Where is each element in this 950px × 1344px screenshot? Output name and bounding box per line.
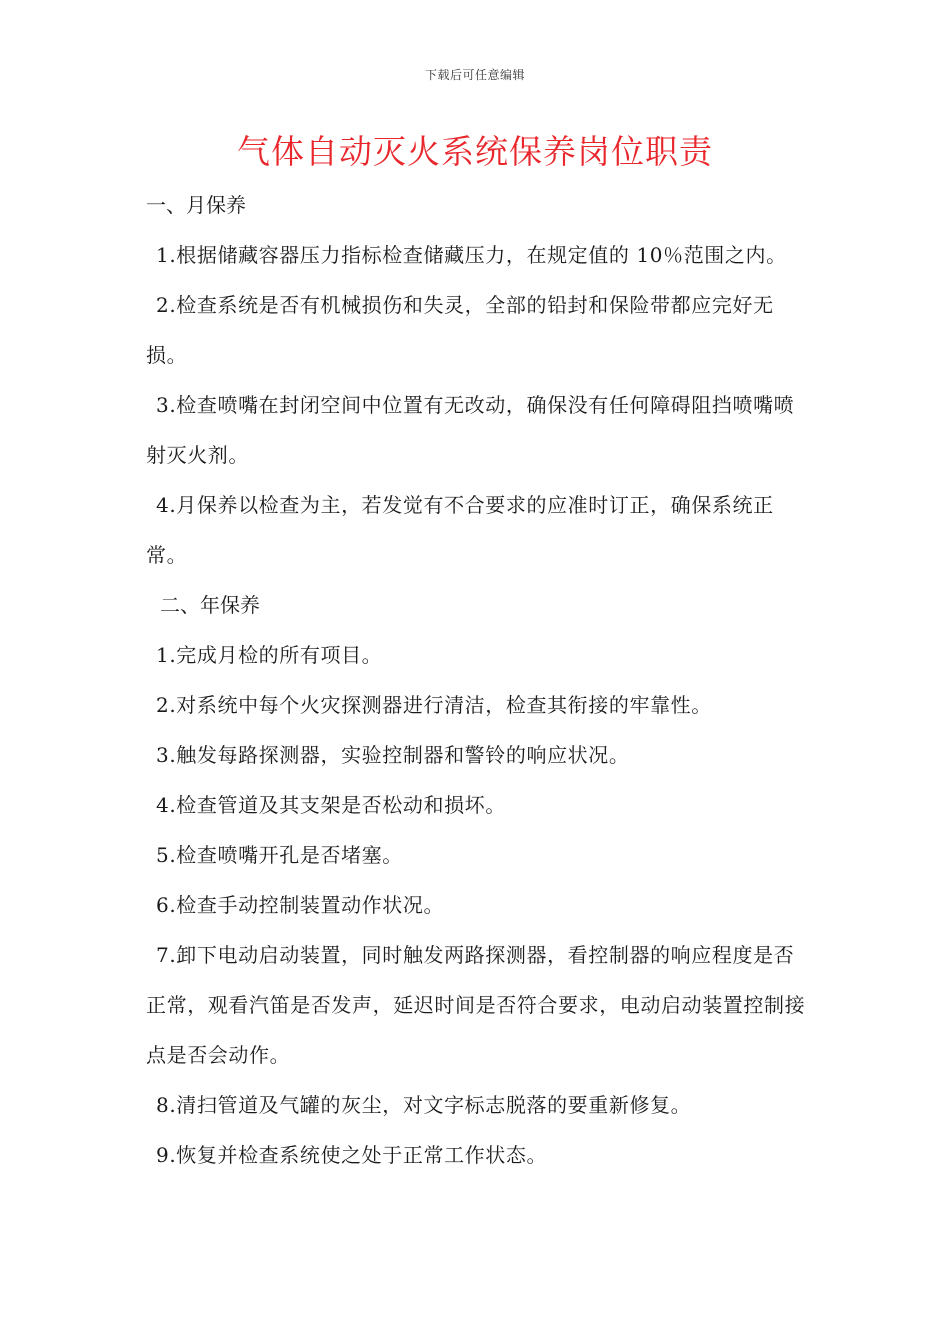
list-item: 1.根据储藏容器压力指标检查储藏压力，在规定值的 10％范围之内。 [156, 243, 787, 267]
list-item: 5.检查喷嘴开孔是否堵塞。 [156, 843, 403, 867]
list-item: 4.检查管道及其支架是否松动和损坏。 [156, 793, 506, 817]
section-heading-yearly: 二、年保养 [160, 593, 260, 617]
list-item: 4.月保养以检查为主，若发觉有不合要求的应准时订正，确保系统正常。 [146, 493, 774, 567]
list-item: 2.对系统中每个火灾探测器进行清洁，检查其衔接的牢靠性。 [156, 693, 712, 717]
list-item: 8.清扫管道及气罐的灰尘，对文字标志脱落的要重新修复。 [156, 1093, 692, 1117]
header-note: 下载后可任意编辑 [424, 68, 525, 82]
document-body [146, 180, 810, 1180]
document-title: 气体自动灭火系统保养岗位职责 [237, 132, 713, 171]
list-item: 2.检查系统是否有机械损伤和失灵，全部的铅封和保险带都应完好无损。 [146, 293, 774, 367]
list-item: 3.检查喷嘴在封闭空间中位置有无改动，确保没有任何障碍阻挡喷嘴喷射灭火剂。 [146, 393, 795, 467]
list-item: 1.完成月检的所有项目。 [156, 643, 383, 667]
list-item: 7.卸下电动启动装置，同时触发两路探测器，看控制器的响应程度是否正常，观看汽笛是否发声，延迟时间是否符合要求，电动启动装置控制接点是否会动作。 [146, 943, 806, 1067]
list-item: 6.检查手动控制装置动作状况。 [156, 893, 445, 917]
list-item: 9.恢复并检查系统使之处于正常工作状态。 [156, 1143, 548, 1167]
section-heading-monthly: 一、月保养 [146, 193, 246, 217]
list-item: 3.触发每路探测器，实验控制器和警铃的响应状况。 [156, 743, 630, 767]
